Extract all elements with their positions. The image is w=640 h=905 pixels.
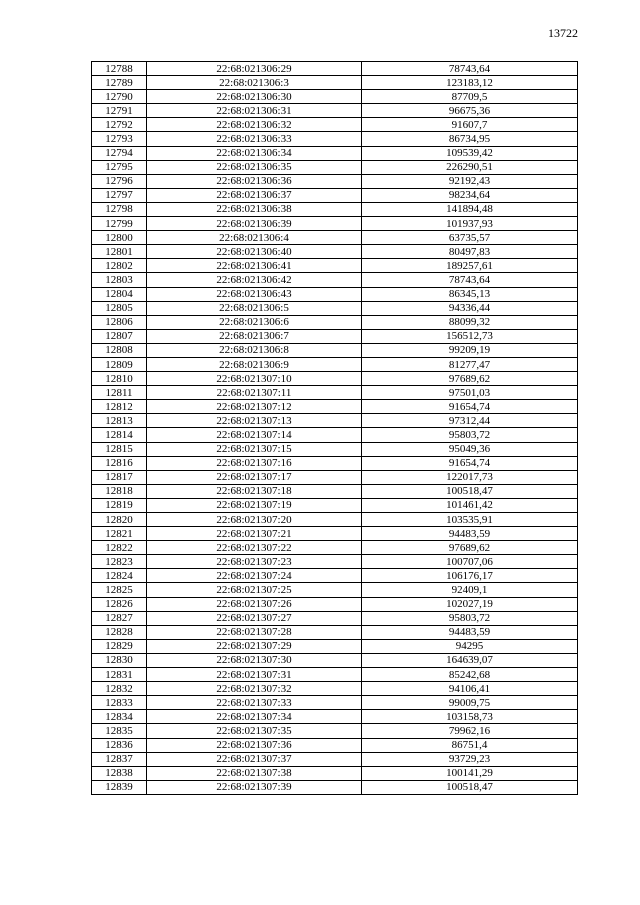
table-row [92,386,578,400]
table-row [92,513,578,527]
row-number-cell: 12832 [92,682,147,696]
value-cell: 91654,74 [362,400,578,414]
table-row [92,118,578,132]
table-row [92,611,578,625]
value-cell: 91654,74 [362,456,578,470]
value-cell: 100141,29 [362,766,578,780]
value-cell: 97689,62 [362,541,578,555]
row-number-cell: 12830 [92,653,147,667]
value-cell: 86734,95 [362,132,578,146]
row-number-cell: 12801 [92,245,147,259]
row-number-cell: 12809 [92,357,147,371]
cadastral-number-cell: 22:68:021307:34 [147,710,362,724]
value-cell: 100518,47 [362,484,578,498]
row-number-cell: 12812 [92,400,147,414]
cadastral-number-cell: 22:68:021306:29 [147,62,362,76]
value-cell: 97312,44 [362,414,578,428]
table-row [92,273,578,287]
cadastral-number-cell: 22:68:021307:31 [147,668,362,682]
table-row [92,498,578,512]
value-cell: 95803,72 [362,428,578,442]
table-row [92,766,578,780]
row-number-cell: 12794 [92,146,147,160]
cadastral-number-cell: 22:68:021307:25 [147,583,362,597]
table-row [92,653,578,667]
value-cell: 102027,19 [362,597,578,611]
table-row [92,287,578,301]
cadastral-number-cell: 22:68:021307:27 [147,611,362,625]
value-cell: 123183,12 [362,76,578,90]
table-row [92,146,578,160]
value-cell: 101461,42 [362,498,578,512]
table-row [92,555,578,569]
value-cell: 100518,47 [362,780,578,794]
table-row [92,625,578,639]
value-cell: 87709,5 [362,90,578,104]
table-body [92,62,578,795]
cadastral-number-cell: 22:68:021306:32 [147,118,362,132]
row-number-cell: 12806 [92,315,147,329]
cadastral-number-cell: 22:68:021306:3 [147,76,362,90]
table-row [92,357,578,371]
value-cell: 78743,64 [362,62,578,76]
cadastral-number-cell: 22:68:021307:10 [147,372,362,386]
table-row [92,583,578,597]
cadastral-number-cell: 22:68:021306:35 [147,160,362,174]
cadastral-number-cell: 22:68:021307:16 [147,456,362,470]
cadastral-number-cell: 22:68:021307:39 [147,780,362,794]
cadastral-number-cell: 22:68:021306:40 [147,245,362,259]
table-row [92,301,578,315]
value-cell: 86751,4 [362,738,578,752]
row-number-cell: 12818 [92,484,147,498]
cadastral-number-cell: 22:68:021306:8 [147,343,362,357]
row-number-cell: 12797 [92,188,147,202]
row-number-cell: 12792 [92,118,147,132]
table-row [92,597,578,611]
table-row [92,484,578,498]
cadastral-number-cell: 22:68:021306:43 [147,287,362,301]
row-number-cell: 12808 [92,343,147,357]
row-number-cell: 12822 [92,541,147,555]
value-cell: 63735,57 [362,231,578,245]
value-cell: 95803,72 [362,611,578,625]
row-number-cell: 12833 [92,696,147,710]
row-number-cell: 12803 [92,273,147,287]
table-row [92,569,578,583]
row-number-cell: 12796 [92,174,147,188]
row-number-cell: 12834 [92,710,147,724]
row-number-cell: 12813 [92,414,147,428]
table-row [92,527,578,541]
row-number-cell: 12804 [92,287,147,301]
value-cell: 80497,83 [362,245,578,259]
value-cell: 85242,68 [362,668,578,682]
cadastral-number-cell: 22:68:021307:11 [147,386,362,400]
cadastral-number-cell: 22:68:021306:42 [147,273,362,287]
page-number: 13722 [548,26,578,40]
cadastral-number-cell: 22:68:021307:18 [147,484,362,498]
row-number-cell: 12791 [92,104,147,118]
cadastral-number-cell: 22:68:021307:33 [147,696,362,710]
cadastral-number-cell: 22:68:021306:41 [147,259,362,273]
row-number-cell: 12826 [92,597,147,611]
row-number-cell: 12835 [92,724,147,738]
table-row [92,329,578,343]
value-cell: 109539,42 [362,146,578,160]
row-number-cell: 12827 [92,611,147,625]
row-number-cell: 12790 [92,90,147,104]
cadastral-number-cell: 22:68:021306:7 [147,329,362,343]
table-row [92,132,578,146]
cadastral-number-cell: 22:68:021306:37 [147,188,362,202]
value-cell: 103535,91 [362,513,578,527]
table-row [92,104,578,118]
table-row [92,245,578,259]
value-cell: 94483,59 [362,527,578,541]
cadastral-number-cell: 22:68:021307:19 [147,498,362,512]
table-row [92,231,578,245]
row-number-cell: 12837 [92,752,147,766]
value-cell: 189257,61 [362,259,578,273]
cadastral-number-cell: 22:68:021306:39 [147,217,362,231]
value-cell: 86345,13 [362,287,578,301]
cadastral-number-cell: 22:68:021307:15 [147,442,362,456]
row-number-cell: 12795 [92,160,147,174]
value-cell: 106176,17 [362,569,578,583]
cadastral-number-cell: 22:68:021307:29 [147,639,362,653]
row-number-cell: 12805 [92,301,147,315]
table-row [92,90,578,104]
value-cell: 81277,47 [362,357,578,371]
table-row [92,696,578,710]
value-cell: 79962,16 [362,724,578,738]
row-number-cell: 12799 [92,217,147,231]
table-row [92,710,578,724]
row-number-cell: 12821 [92,527,147,541]
cadastral-number-cell: 22:68:021307:21 [147,527,362,541]
table-row [92,456,578,470]
table-row [92,259,578,273]
table-row [92,682,578,696]
cadastral-number-cell: 22:68:021306:6 [147,315,362,329]
cadastral-number-cell: 22:68:021307:12 [147,400,362,414]
cadastral-number-cell: 22:68:021307:17 [147,470,362,484]
row-number-cell: 12829 [92,639,147,653]
value-cell: 92192,43 [362,174,578,188]
table-row [92,738,578,752]
row-number-cell: 12800 [92,231,147,245]
row-number-cell: 12810 [92,372,147,386]
table-row [92,639,578,653]
table-row [92,315,578,329]
row-number-cell: 12820 [92,513,147,527]
value-cell: 97689,62 [362,372,578,386]
value-cell: 122017,73 [362,470,578,484]
value-cell: 101937,93 [362,217,578,231]
cadastral-number-cell: 22:68:021307:35 [147,724,362,738]
value-cell: 96675,36 [362,104,578,118]
parcel-table [91,61,578,795]
value-cell: 97501,03 [362,386,578,400]
value-cell: 98234,64 [362,188,578,202]
row-number-cell: 12831 [92,668,147,682]
cadastral-number-cell: 22:68:021307:22 [147,541,362,555]
row-number-cell: 12789 [92,76,147,90]
table-row [92,442,578,456]
row-number-cell: 12839 [92,780,147,794]
row-number-cell: 12825 [92,583,147,597]
cadastral-number-cell: 22:68:021307:14 [147,428,362,442]
row-number-cell: 12836 [92,738,147,752]
cadastral-number-cell: 22:68:021306:5 [147,301,362,315]
value-cell: 141894,48 [362,202,578,216]
table-row [92,174,578,188]
value-cell: 94106,41 [362,682,578,696]
cadastral-number-cell: 22:68:021306:9 [147,357,362,371]
cadastral-number-cell: 22:68:021306:34 [147,146,362,160]
value-cell: 88099,32 [362,315,578,329]
table-row [92,188,578,202]
row-number-cell: 12816 [92,456,147,470]
cadastral-number-cell: 22:68:021307:20 [147,513,362,527]
table-row [92,343,578,357]
row-number-cell: 12798 [92,202,147,216]
cadastral-number-cell: 22:68:021307:23 [147,555,362,569]
cadastral-number-cell: 22:68:021306:4 [147,231,362,245]
value-cell: 93729,23 [362,752,578,766]
cadastral-number-cell: 22:68:021307:38 [147,766,362,780]
row-number-cell: 12823 [92,555,147,569]
cadastral-number-cell: 22:68:021306:31 [147,104,362,118]
cadastral-number-cell: 22:68:021307:30 [147,653,362,667]
value-cell: 164639,07 [362,653,578,667]
cadastral-number-cell: 22:68:021306:33 [147,132,362,146]
table-row [92,428,578,442]
value-cell: 94336,44 [362,301,578,315]
row-number-cell: 12807 [92,329,147,343]
table-row [92,752,578,766]
table-row [92,160,578,174]
table-row [92,76,578,90]
value-cell: 91607,7 [362,118,578,132]
cadastral-number-cell: 22:68:021307:13 [147,414,362,428]
row-number-cell: 12828 [92,625,147,639]
table-row [92,62,578,76]
value-cell: 103158,73 [362,710,578,724]
cadastral-number-cell: 22:68:021307:36 [147,738,362,752]
cadastral-number-cell: 22:68:021306:36 [147,174,362,188]
row-number-cell: 12817 [92,470,147,484]
table-row [92,400,578,414]
table-row [92,414,578,428]
value-cell: 99009,75 [362,696,578,710]
cadastral-number-cell: 22:68:021306:30 [147,90,362,104]
cadastral-number-cell: 22:68:021307:32 [147,682,362,696]
cadastral-number-cell: 22:68:021307:28 [147,625,362,639]
table-row [92,372,578,386]
row-number-cell: 12814 [92,428,147,442]
row-number-cell: 12793 [92,132,147,146]
row-number-cell: 12819 [92,498,147,512]
value-cell: 92409,1 [362,583,578,597]
cadastral-number-cell: 22:68:021306:38 [147,202,362,216]
cadastral-number-cell: 22:68:021307:26 [147,597,362,611]
table-row [92,202,578,216]
table-row [92,541,578,555]
value-cell: 156512,73 [362,329,578,343]
table-row [92,724,578,738]
table-row [92,470,578,484]
value-cell: 94483,59 [362,625,578,639]
value-cell: 94295 [362,639,578,653]
cadastral-number-cell: 22:68:021307:24 [147,569,362,583]
row-number-cell: 12815 [92,442,147,456]
table-row [92,780,578,794]
value-cell: 226290,51 [362,160,578,174]
row-number-cell: 12788 [92,62,147,76]
row-number-cell: 12824 [92,569,147,583]
value-cell: 95049,36 [362,442,578,456]
row-number-cell: 12838 [92,766,147,780]
row-number-cell: 12802 [92,259,147,273]
value-cell: 78743,64 [362,273,578,287]
table-row [92,217,578,231]
table-row [92,668,578,682]
value-cell: 100707,06 [362,555,578,569]
row-number-cell: 12811 [92,386,147,400]
cadastral-number-cell: 22:68:021307:37 [147,752,362,766]
value-cell: 99209,19 [362,343,578,357]
